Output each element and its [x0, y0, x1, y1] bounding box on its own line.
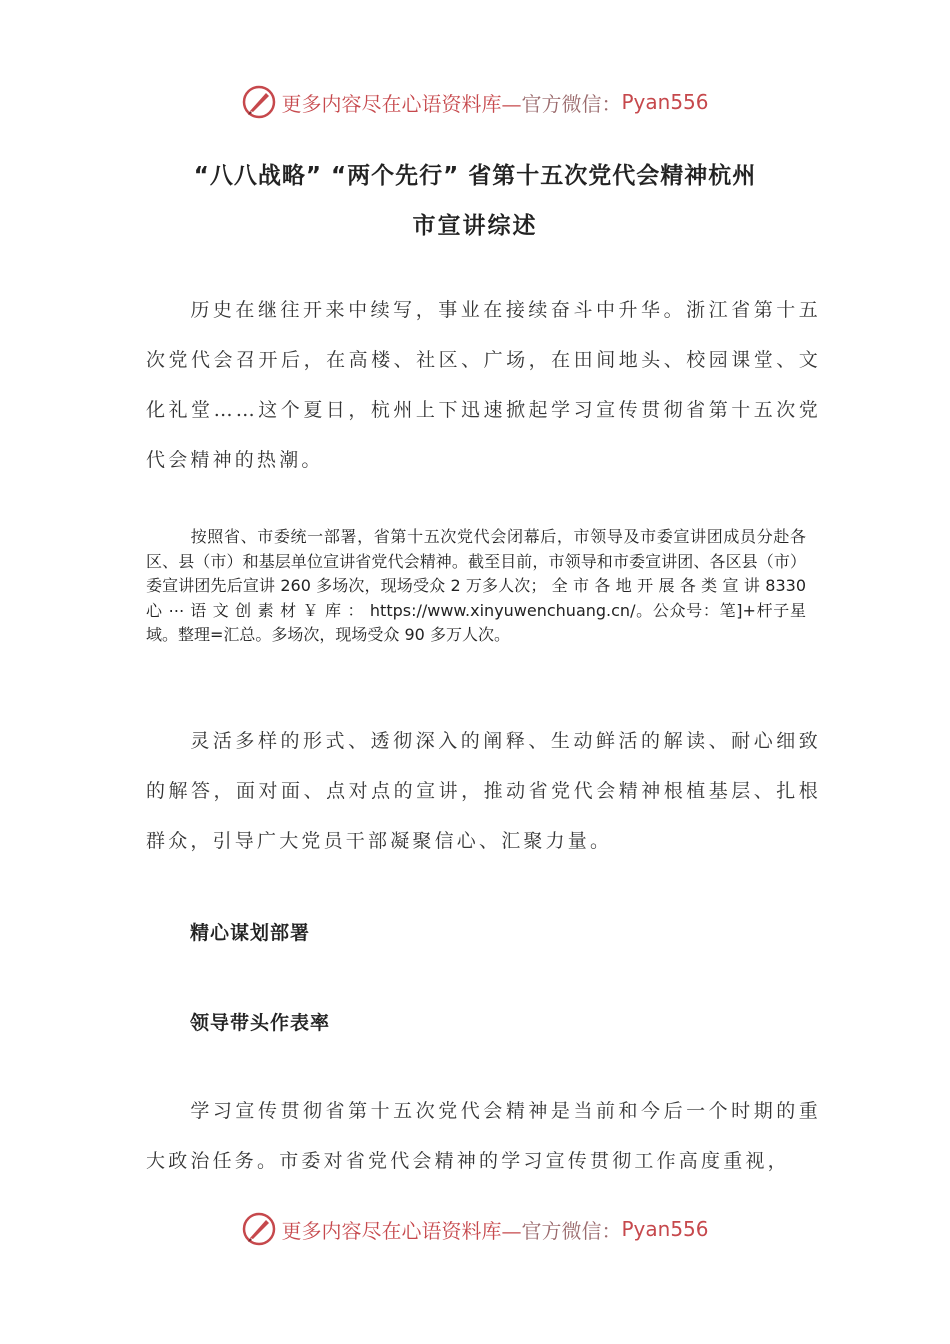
banner-wechat-id: Pyan556: [621, 90, 709, 114]
footer-banner: [0, 1209, 950, 1249]
paragraph-4-text: 学习宣传贯彻省第十五次党代会精神是当前和今后一个时期的重大政治任务。市委对省党代会精神的学习宣传贯彻工作高度重视，: [146, 1100, 821, 1172]
document-title-line-1: “八八战略” “两个先行” 省第十五次党代会精神杭州: [193, 163, 757, 189]
paragraph-3-text: 灵活多样的形式、透彻深入的阐释、生动鲜活的解读、耐心细致的解答，面对面、点对点的宣讲，推动省党代会精神根植基层、扎根群众，引导广大党员干部凝聚信心、汇聚力量。: [146, 730, 821, 852]
paragraph-1-text: 历史在继往开来中续写，事业在接续奋斗中升华。浙江省第十五次党代会召开后，在高楼、社区、广场，在田间地头、校园课堂、文化礼堂……这个夏日，杭州上下迅速掀起学习宣传贯彻省第十五次党代会精神的热潮。: [146, 299, 821, 471]
paragraph-2-text: 按照省、市委统一部署，省第十五次党代会闭幕后，市领导及市委宣讲团成员分赴各区、县（市）和基层单位宣讲省党代会精神。截至目前，市领导和市委宣讲团、各区县（市）委宣讲团先后宣讲 260 多场次，现场受众 2 万多人次； 全 市 各 地 开 展 各 类 宣 讲 8330 心 ⋯ 语 文 创 素 材 ￥ 库 ： https://www.xinyuwenchuang.cn/。公众号：笔]+杆子星域。整理=汇总。多场次，现场受众 90 多万人次。: [146, 527, 806, 644]
document-title-line-2: 市宣讲综述: [412, 213, 538, 239]
quill-pen-logo-icon: [241, 1211, 277, 1247]
header-banner: [0, 82, 950, 122]
paragraph-2: [146, 525, 806, 648]
paragraph-4: [146, 1086, 821, 1186]
banner-text: 更多内容尽在心语资料库—: [281, 1218, 522, 1243]
paragraph-1: [146, 285, 821, 485]
banner-wechat-label: 官方微信：: [521, 1218, 622, 1243]
section-heading-2: 领导带头作表率: [190, 1012, 331, 1034]
paragraph-3: [146, 716, 821, 866]
banner-wechat-id: Pyan556: [621, 1217, 709, 1241]
banner-wechat-label: 官方微信：: [521, 91, 622, 116]
section-heading-1: 精心谋划部署: [190, 922, 311, 944]
banner-text: 更多内容尽在心语资料库—: [281, 91, 522, 116]
quill-pen-logo-icon: [241, 84, 277, 120]
